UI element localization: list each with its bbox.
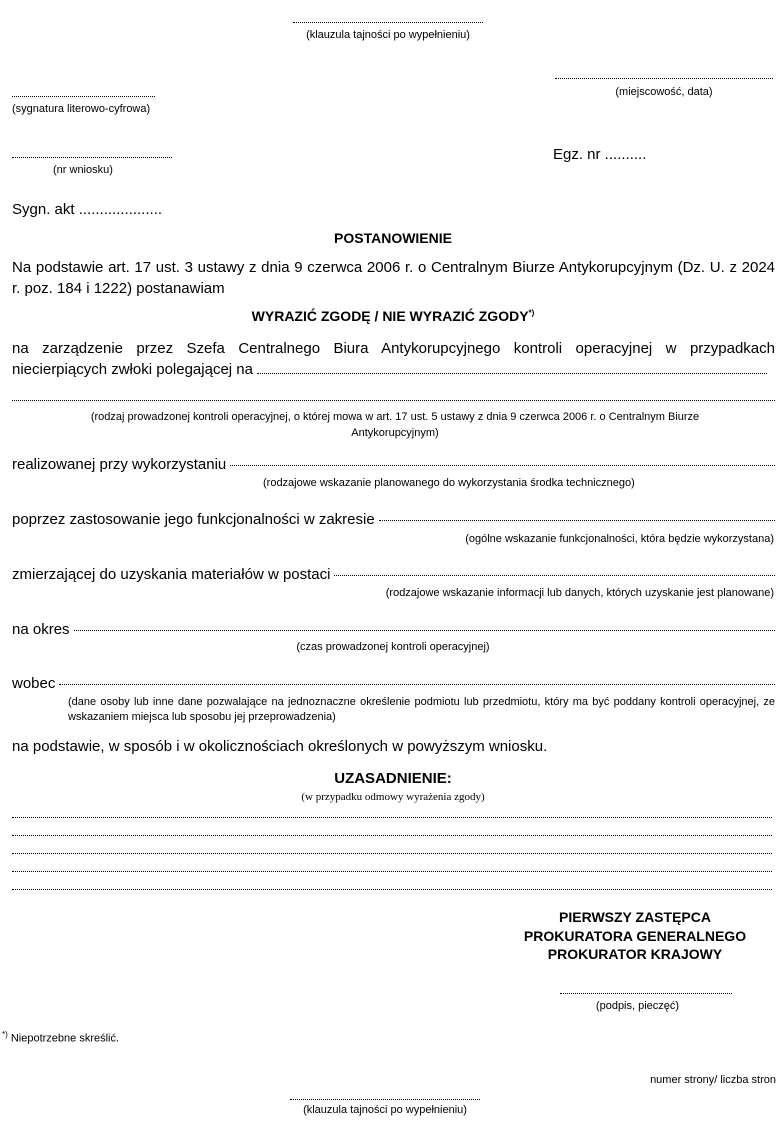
footer-classification-label: (klauzula tajności po wypełnieniu)	[303, 1104, 467, 1116]
closing-text: na podstawie, w sposób i w okolicznościach określonych w powyższym wniosku.	[12, 738, 548, 755]
signatory-line-2: PROKURATORA GENERALNEGO	[523, 928, 747, 944]
document-title: POSTANOWIENIE	[334, 230, 452, 246]
footer-classification-field[interactable]	[290, 1099, 480, 1100]
field-materials[interactable]	[12, 566, 775, 583]
field-label: poprzez zastosowanie jego funkcjonalności w zakresie	[12, 511, 375, 528]
control-type-field[interactable]	[12, 400, 775, 401]
field-technical-means[interactable]	[12, 456, 775, 473]
control-type-caption: (rodzaj prowadzonej kontroli operacyjnej, o której mowa w art. 17 ust. 5 ustawy z dnia 9 czerwca 2006 r. o Centralnym Biurze Antykorupcyjnym)	[90, 411, 700, 439]
field-label: wobec	[12, 675, 56, 692]
footnote-text: Niepotrzebne skreślić.	[10, 1032, 120, 1045]
signature-field[interactable]	[12, 96, 155, 97]
intro	[12, 338, 775, 380]
justification-line-1[interactable]	[12, 817, 772, 818]
signature-label: (sygnatura literowo-cyfrowa)	[12, 103, 151, 115]
classification-field[interactable]	[293, 22, 483, 23]
subject-caption: (dane osoby lub inne dane pozwalające na jednoznaczne określenie podmiotu lub przedmiotu, który ma być poddany kontroli operacyjnej, ze wskazaniem miejsca lub sposobu jej przeprowadzenia)	[68, 696, 775, 723]
footnote-mark: *)	[2, 1030, 8, 1039]
place-date-field[interactable]	[555, 78, 773, 79]
request-no-label: (nr wniosku)	[53, 164, 113, 176]
justification-line-5[interactable]	[12, 889, 772, 890]
place-date-label: (miejscowość, data)	[615, 86, 713, 98]
signatory-line-3: PROKURATOR KRAJOWY	[547, 946, 723, 962]
intro-text: na zarządzenie przez Szefa Centralnego Biura Antykorupcyjnego kontroli operacyjnej w przypadkach niecierpiących zwłoki polegającej na	[12, 340, 775, 378]
technical-means-caption: (rodzajowe wskazanie planowanego do wykorzystania środka technicznego)	[263, 477, 635, 489]
field-label: zmierzającej do uzyskania materiałów w postaci	[12, 566, 331, 583]
field-period[interactable]	[12, 621, 775, 638]
sign-label: (podpis, pieczęć)	[595, 1000, 680, 1012]
case-reference[interactable]: Sygn. akt ....................	[12, 201, 163, 218]
page-number: numer strony/ liczba stron	[650, 1074, 776, 1086]
period-caption: (czas prowadzonej kontroli operacyjnej)	[296, 641, 490, 653]
sign-field[interactable]	[560, 993, 732, 994]
intro-fill[interactable]	[257, 373, 767, 374]
classification-label: (klauzula tajności po wypełnieniu)	[306, 29, 470, 41]
functionality-caption: (ogólne wskazanie funkcjonalności, która będzie wykorzystana)	[465, 533, 774, 545]
request-no-field[interactable]	[12, 157, 172, 158]
legal-basis: Na podstawie art. 17 ust. 3 ustawy z dnia 9 czerwca 2006 r. o Centralnym Biurze Antykorupcyjnym (Dz. U. z 2024 r. poz. 184 i 1222) postanawiam	[12, 259, 775, 297]
decision	[0, 308, 780, 324]
signatory-line-1: PIERWSZY ZASTĘPCA	[559, 909, 711, 925]
field-functionality[interactable]	[12, 511, 775, 528]
field-label: realizowanej przy wykorzystaniu	[12, 456, 227, 473]
justification-note: (w przypadku odmowy wyrażenia zgody)	[301, 791, 485, 803]
justification-line-3[interactable]	[12, 853, 772, 854]
field-subject[interactable]	[12, 675, 775, 692]
justification-line-2[interactable]	[12, 835, 772, 836]
decision-footnote-mark: *)	[528, 308, 535, 318]
decision-text: WYRAZIĆ ZGODĘ / NIE WYRAZIĆ ZGODY	[251, 308, 529, 324]
copy-number[interactable]: Egz. nr ..........	[553, 146, 647, 163]
field-label: na okres	[12, 621, 70, 638]
materials-caption: (rodzajowe wskazanie informacji lub danych, których uzyskanie jest planowane)	[385, 587, 774, 599]
justification-line-4[interactable]	[12, 871, 772, 872]
justification-title: UZASADNIENIE:	[334, 770, 452, 787]
footnote	[2, 1030, 119, 1045]
